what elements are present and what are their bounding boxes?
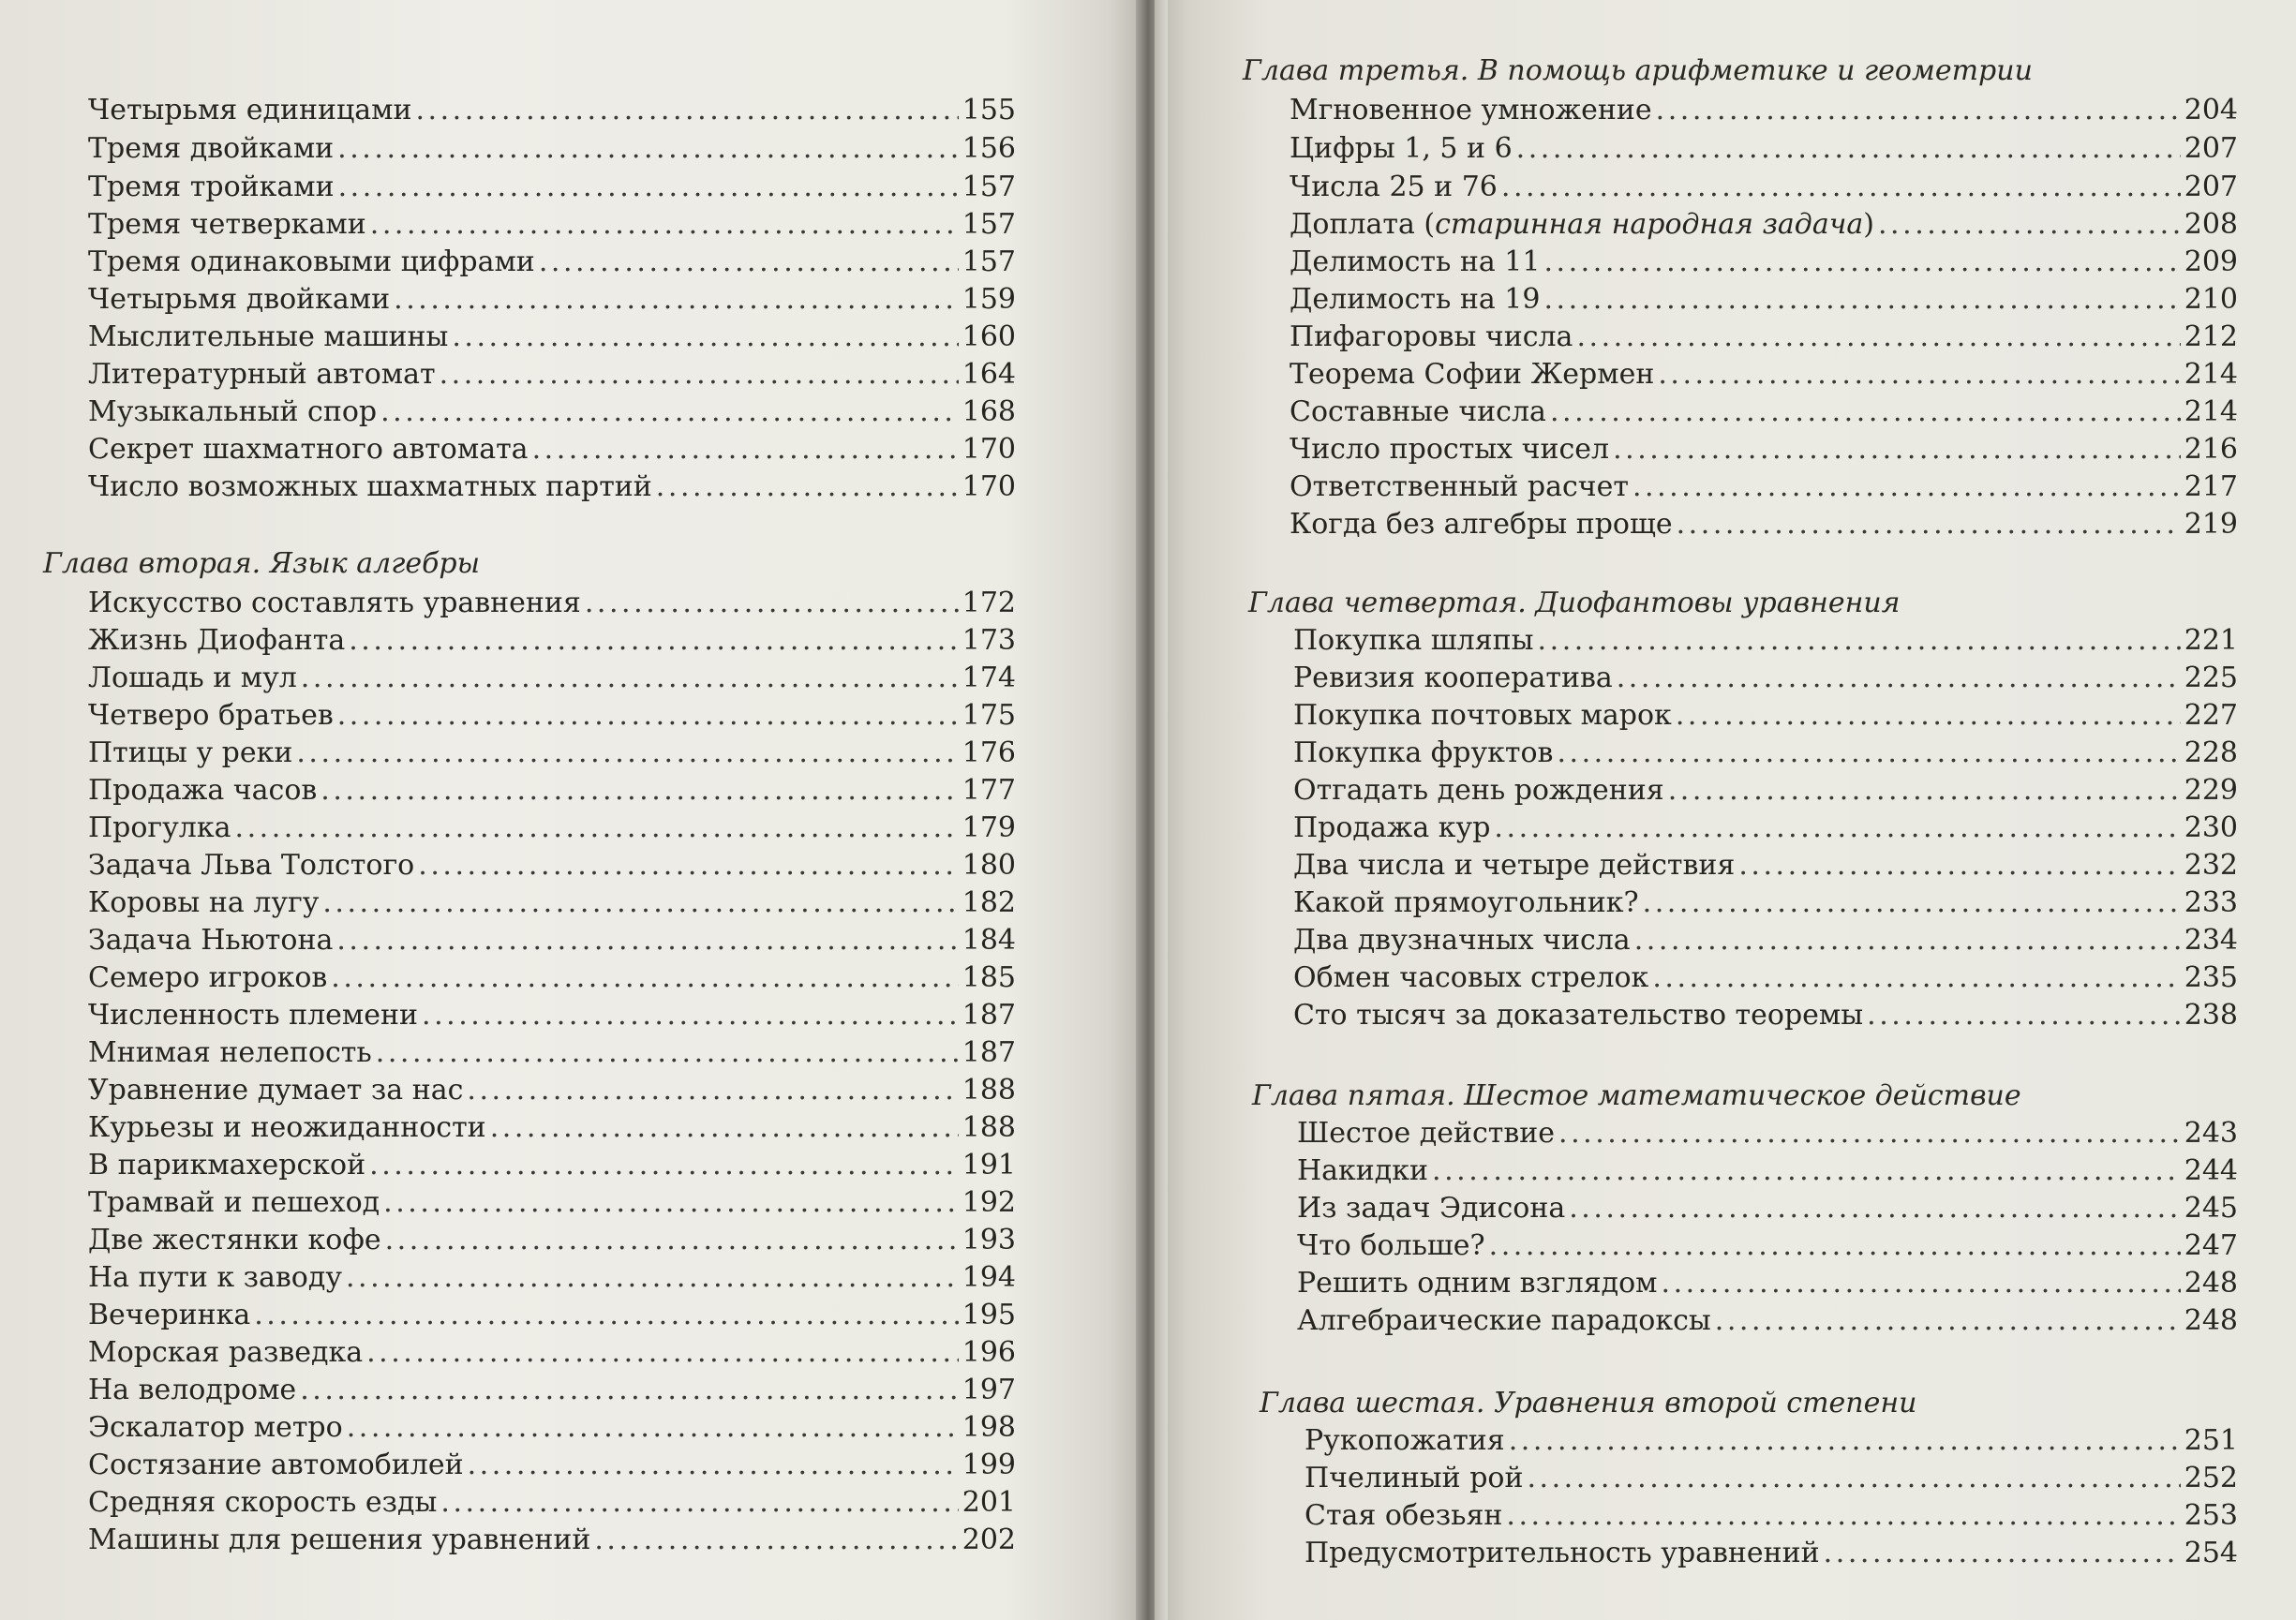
toc-entry[interactable] [1293, 849, 2238, 890]
toc-entry-page: 212 [2184, 320, 2238, 353]
leader-dots [1643, 886, 2181, 919]
leader-dots [1656, 94, 2181, 126]
toc-entry-page: 156 [962, 132, 1016, 165]
toc-entry[interactable] [1293, 774, 2238, 815]
toc-entry-page: 188 [962, 1074, 1016, 1107]
toc-entry-title: Составные числа [1290, 395, 1546, 428]
toc-entry-page: 195 [962, 1299, 1016, 1331]
toc-entry-title: Эскалатор метро [88, 1411, 343, 1444]
toc-entry-title: На велодроме [88, 1374, 297, 1406]
toc-entry-page: 155 [962, 94, 1016, 126]
leader-dots [1516, 132, 2181, 165]
leader-dots [1617, 661, 2181, 694]
toc-entry-page: 238 [2184, 999, 2238, 1032]
toc-entry-page: 172 [962, 587, 1016, 619]
toc-entry-page: 230 [2184, 811, 2238, 844]
toc-entry[interactable] [88, 1486, 1016, 1527]
toc-entry[interactable] [88, 1336, 1016, 1377]
toc-entry-page: 174 [962, 661, 1016, 694]
toc-entry-title: В парикмахерской [88, 1149, 366, 1182]
leader-dots [301, 661, 959, 694]
toc-entry-page: 232 [2184, 849, 2238, 882]
toc-entry-page: 175 [962, 699, 1016, 732]
leader-dots [385, 1224, 959, 1256]
leader-dots [1668, 774, 2181, 807]
chapter-heading: Глава пятая. Шестое математическое действие [1252, 1079, 2021, 1112]
leader-dots [1662, 1267, 2181, 1300]
toc-entry-title: Стая обезьян [1305, 1499, 1503, 1532]
toc-entry[interactable] [1293, 924, 2238, 965]
leader-dots [366, 1336, 959, 1369]
toc-entry-title: Птицы у реки [88, 736, 293, 769]
toc-entry[interactable] [88, 849, 1016, 890]
toc-entry-title: Музыкальный спор [88, 395, 378, 428]
toc-entry[interactable] [1290, 245, 2238, 287]
toc-entry-title: Литературный автомат [88, 358, 436, 391]
leader-dots [383, 1186, 959, 1219]
toc-entry-title: Число возможных шахматных партий [88, 470, 652, 503]
leader-dots [418, 849, 958, 882]
toc-entry-title: Прогулка [88, 811, 231, 844]
leader-dots [1501, 171, 2181, 203]
toc-entry-page: 251 [2184, 1424, 2238, 1457]
toc-entry-page: 217 [2184, 470, 2238, 503]
toc-entry[interactable] [88, 1149, 1016, 1190]
toc-entry-title: Трамвай и пешеход [88, 1186, 380, 1219]
toc-entry-title: Шестое действие [1297, 1117, 1555, 1150]
toc-entry-title: Средняя скорость езды [88, 1486, 438, 1519]
toc-entry-page: 198 [962, 1411, 1016, 1444]
right-page [1155, 0, 2296, 1620]
toc-entry-title: Две жестянки кофе [88, 1224, 381, 1256]
leader-dots [594, 1523, 958, 1556]
toc-entry[interactable] [1290, 171, 2238, 212]
toc-entry-page: 225 [2184, 661, 2238, 694]
leader-dots [1557, 736, 2180, 769]
toc-entry-title: Задача Льва Толстого [88, 849, 415, 882]
toc-entry-page: 214 [2184, 358, 2238, 391]
toc-entry-page: 248 [2184, 1304, 2238, 1337]
toc-entry[interactable] [88, 1374, 1016, 1415]
toc-entry[interactable] [1305, 1499, 2238, 1540]
leader-dots [254, 1299, 959, 1331]
leader-dots [490, 1111, 959, 1144]
toc-entry-page: 197 [962, 1374, 1016, 1406]
toc-entry-title: Пифагоровы числа [1290, 320, 1573, 353]
toc-entry-page: 180 [962, 849, 1016, 882]
toc-entry[interactable] [88, 320, 1016, 362]
toc-entry-page: 170 [962, 470, 1016, 503]
toc-entry-title: Теорема Софии Жермен [1290, 358, 1655, 391]
toc-entry-title: Сто тысяч за доказательство теоремы [1293, 999, 1864, 1032]
leader-dots [1550, 395, 2181, 428]
toc-entry[interactable] [88, 395, 1016, 437]
toc-entry-page: 243 [2184, 1117, 2238, 1150]
leader-dots [1494, 811, 2180, 844]
leader-dots [467, 1074, 958, 1107]
toc-entry[interactable] [88, 961, 1016, 1003]
toc-entry-page: 209 [2184, 245, 2238, 278]
toc-entry-page: 160 [962, 320, 1016, 353]
leader-dots [1432, 1154, 2181, 1187]
toc-entry[interactable] [1290, 470, 2238, 512]
toc-entry-title: Алгебраические парадоксы [1297, 1304, 1711, 1337]
toc-entry[interactable] [1290, 283, 2238, 324]
leader-dots [321, 774, 958, 807]
leader-dots [1634, 924, 2181, 957]
leader-dots [1538, 624, 2181, 657]
toc-entry-page: 234 [2184, 924, 2238, 957]
leader-dots [370, 208, 959, 241]
toc-entry-title: Рукопожатия [1305, 1424, 1505, 1457]
toc-entry[interactable] [88, 1449, 1016, 1490]
toc-entry[interactable] [88, 1261, 1016, 1302]
leader-dots [1543, 283, 2180, 316]
leader-dots [1867, 999, 2181, 1032]
toc-entry-title: Что больше? [1297, 1229, 1485, 1262]
toc-entry-title: Предусмотрительность уравнений [1305, 1537, 1820, 1569]
toc-entry[interactable] [1290, 358, 2238, 399]
toc-entry-title: Накидки [1297, 1154, 1429, 1187]
toc-entry-page: 199 [962, 1449, 1016, 1481]
leader-dots [336, 924, 958, 957]
toc-entry-page: 247 [2184, 1229, 2238, 1262]
toc-entry-page: 173 [962, 624, 1016, 657]
toc-entry-page: 196 [962, 1336, 1016, 1369]
toc-entry-page: 192 [962, 1186, 1016, 1219]
leader-dots [585, 587, 959, 619]
toc-entry-page: 227 [2184, 699, 2238, 732]
toc-entry-page: 157 [962, 171, 1016, 203]
toc-entry-title: Тремя тройками [88, 171, 335, 203]
toc-entry-title: Когда без алгебры проще [1290, 508, 1673, 541]
toc-entry-title: Продажа часов [88, 774, 318, 807]
toc-entry[interactable] [88, 886, 1016, 928]
toc-entry-title: Пчелиный рой [1305, 1462, 1524, 1494]
leader-dots [1715, 1304, 2181, 1337]
right-toc [1155, 0, 2296, 1620]
toc-entry-title: Отгадать день рождения [1293, 774, 1664, 807]
toc-entry-page: 185 [962, 961, 1016, 994]
toc-entry[interactable] [1293, 736, 2238, 778]
toc-entry-page: 221 [2184, 624, 2238, 657]
leader-dots [346, 1261, 959, 1294]
toc-entry-page: 207 [2184, 132, 2238, 165]
toc-entry-page: 184 [962, 924, 1016, 957]
leader-dots [338, 171, 959, 203]
toc-entry-title: Тремя четверками [88, 208, 366, 241]
toc-entry-page: 229 [2184, 774, 2238, 807]
toc-entry[interactable] [1305, 1424, 2238, 1465]
toc-entry-title: Цифры 1, 5 и 6 [1290, 132, 1513, 165]
toc-entry[interactable] [1297, 1229, 2238, 1271]
leader-dots [347, 1411, 959, 1444]
toc-entry-page: 176 [962, 736, 1016, 769]
toc-entry-page: 244 [2184, 1154, 2238, 1187]
toc-entry-page: 248 [2184, 1267, 2238, 1300]
toc-entry[interactable] [1297, 1154, 2238, 1196]
toc-entry-page: 233 [2184, 886, 2238, 919]
toc-entry[interactable] [88, 811, 1016, 853]
toc-entry-page: 179 [962, 811, 1016, 844]
toc-entry[interactable] [1297, 1117, 2238, 1158]
leader-dots [1658, 358, 2180, 391]
toc-entry[interactable] [88, 624, 1016, 665]
toc-entry[interactable] [88, 208, 1016, 249]
toc-entry-title: Морская разведка [88, 1336, 364, 1369]
leader-dots [532, 433, 959, 466]
toc-entry-page: 202 [962, 1523, 1016, 1556]
toc-entry-title: Курьезы и неожиданности [88, 1111, 486, 1144]
toc-entry-title: Из задач Эдисона [1297, 1192, 1566, 1225]
leader-dots [440, 358, 959, 391]
leader-dots [380, 395, 959, 428]
toc-entry[interactable] [1305, 1462, 2238, 1503]
toc-entry[interactable] [88, 470, 1016, 512]
toc-entry[interactable] [88, 736, 1016, 778]
toc-entry-title: Число простых чисел [1290, 433, 1610, 466]
toc-entry-title: Уравнение думает за нас [88, 1074, 464, 1107]
toc-entry[interactable] [1293, 661, 2238, 703]
leader-dots [440, 1486, 958, 1519]
toc-entry[interactable] [1290, 395, 2238, 437]
leader-dots [1676, 699, 2181, 732]
toc-entry[interactable] [1293, 624, 2238, 665]
leader-dots [1878, 208, 2181, 241]
toc-entry-page: 235 [2184, 961, 2238, 994]
toc-entry-page: 157 [962, 245, 1016, 278]
toc-entry-title: Вечеринка [88, 1299, 251, 1331]
toc-entry-title: Решить одним взглядом [1297, 1267, 1658, 1300]
toc-entry-page: 164 [962, 358, 1016, 391]
leader-dots [337, 699, 959, 732]
toc-entry-page: 219 [2184, 508, 2238, 541]
toc-entry[interactable] [1293, 886, 2238, 928]
toc-entry-page: 208 [2184, 208, 2238, 241]
toc-entry-page: 253 [2184, 1499, 2238, 1532]
toc-entry-title: Ответственный расчет [1290, 470, 1629, 503]
toc-entry[interactable] [88, 774, 1016, 815]
toc-entry-page: 214 [2184, 395, 2238, 428]
leader-dots [1677, 508, 2181, 541]
toc-entry-title: Коровы на лугу [88, 886, 320, 919]
toc-entry[interactable] [1290, 508, 2238, 549]
leader-dots [369, 1149, 959, 1182]
toc-entry-title: Тремя одинаковыми цифрами [88, 245, 535, 278]
toc-entry-page: 193 [962, 1224, 1016, 1256]
leader-dots [1558, 1117, 2181, 1150]
toc-entry-page: 194 [962, 1261, 1016, 1294]
leader-dots [468, 1449, 959, 1481]
toc-entry-title: Мгновенное умножение [1290, 94, 1652, 126]
toc-entry-page: 188 [962, 1111, 1016, 1144]
toc-entry-page: 252 [2184, 1462, 2238, 1494]
leader-dots [1738, 849, 2180, 882]
chapter-heading: Глава шестая. Уравнения второй степени [1260, 1387, 1917, 1419]
toc-entry-title: Тремя двойками [88, 132, 335, 165]
toc-entry-title: Четверо братьев [88, 699, 334, 732]
toc-entry[interactable] [88, 661, 1016, 703]
leader-dots [1509, 1424, 2181, 1457]
leader-dots [394, 283, 959, 316]
toc-entry[interactable] [1290, 208, 2238, 249]
leader-dots [300, 1374, 959, 1406]
toc-entry-title: Жизнь Диофанта [88, 624, 346, 657]
leader-dots [1569, 1192, 2181, 1225]
toc-entry-title: Мыслительные машины [88, 320, 449, 353]
toc-entry-title: Покупка почтовых марок [1293, 699, 1672, 732]
toc-entry[interactable] [88, 699, 1016, 740]
toc-entry[interactable] [88, 587, 1016, 628]
toc-entry-page: 245 [2184, 1192, 2238, 1225]
toc-entry-page: 207 [2184, 171, 2238, 203]
toc-entry[interactable] [88, 358, 1016, 399]
toc-entry-title: Доплата (старинная народная задача) [1290, 208, 1874, 241]
toc-entry-page: 191 [962, 1149, 1016, 1182]
toc-entry-title: Два двузначных числа [1293, 924, 1631, 957]
toc-entry-title: Обмен часовых стрелок [1293, 961, 1649, 994]
leader-dots [1489, 1229, 2181, 1262]
toc-entry-page: 182 [962, 886, 1016, 919]
toc-entry[interactable] [88, 1074, 1016, 1115]
leader-dots [1576, 320, 2180, 353]
toc-entry[interactable] [88, 1224, 1016, 1265]
leader-dots [452, 320, 958, 353]
toc-entry-title: Покупка фруктов [1293, 736, 1554, 769]
toc-entry[interactable] [1305, 1537, 2238, 1578]
toc-entry-page: 228 [2184, 736, 2238, 769]
leader-dots [376, 1036, 959, 1069]
toc-entry-title: Искусство составлять уравнения [88, 587, 581, 619]
toc-entry[interactable] [88, 1523, 1016, 1565]
toc-entry-title: Числа 25 и 76 [1290, 171, 1498, 203]
toc-entry-title: Четырьмя двойками [88, 283, 391, 316]
toc-entry-title: Численность племени [88, 999, 419, 1032]
toc-entry-page: 210 [2184, 283, 2238, 316]
toc-entry[interactable] [1293, 699, 2238, 740]
toc-entry[interactable] [88, 1186, 1016, 1227]
left-toc [0, 0, 1141, 1620]
leader-dots [1543, 245, 2180, 278]
toc-entry-page: 170 [962, 433, 1016, 466]
leader-dots [235, 811, 959, 844]
toc-entry[interactable] [88, 1111, 1016, 1152]
toc-entry-title: Состязание автомобилей [88, 1449, 464, 1481]
toc-entry[interactable] [1293, 961, 2238, 1003]
leader-dots [1652, 961, 2180, 994]
toc-entry[interactable] [88, 1036, 1016, 1078]
toc-entry-page: 187 [962, 1036, 1016, 1069]
chapter-heading: Глава четвертая. Диофантовы уравнения [1248, 587, 1901, 619]
toc-entry[interactable] [88, 1411, 1016, 1452]
toc-entry-title: Задача Ньютона [88, 924, 334, 957]
leader-dots [1506, 1499, 2180, 1532]
toc-entry-title: Делимость на 11 [1290, 245, 1541, 278]
toc-entry[interactable] [88, 999, 1016, 1040]
toc-entry-title: Какой прямоугольник? [1293, 886, 1639, 919]
leader-dots [656, 470, 959, 503]
leader-dots [422, 999, 959, 1032]
leader-dots [1527, 1462, 2180, 1494]
toc-entry[interactable] [88, 245, 1016, 287]
toc-entry[interactable] [88, 433, 1016, 474]
toc-entry-page: 204 [2184, 94, 2238, 126]
leader-dots [539, 245, 959, 278]
toc-entry-title: Секрет шахматного автомата [88, 433, 529, 466]
leader-dots [1633, 470, 2181, 503]
toc-entry-page: 216 [2184, 433, 2238, 466]
toc-entry[interactable] [88, 283, 1016, 324]
leader-dots [337, 132, 959, 165]
toc-entry[interactable] [1290, 132, 2238, 173]
toc-entry[interactable] [1290, 320, 2238, 362]
toc-entry-title: Два числа и четыре действия [1293, 849, 1736, 882]
leader-dots [1824, 1537, 2181, 1569]
toc-entry-title: На пути к заводу [88, 1261, 342, 1294]
toc-entry-page: 157 [962, 208, 1016, 241]
toc-entry[interactable] [1297, 1267, 2238, 1308]
leader-dots [296, 736, 958, 769]
toc-entry-title: Делимость на 19 [1290, 283, 1541, 316]
toc-entry[interactable] [88, 94, 1016, 135]
leader-dots [322, 886, 958, 919]
toc-entry-page: 254 [2184, 1537, 2238, 1569]
toc-entry-page: 187 [962, 999, 1016, 1032]
toc-entry[interactable] [1290, 94, 2238, 135]
toc-entry-title: Ревизия кооператива [1293, 661, 1613, 694]
toc-entry-title: Покупка шляпы [1293, 624, 1534, 657]
leader-dots [349, 624, 959, 657]
leader-dots [1613, 433, 2181, 466]
toc-entry-title: Четырьмя единицами [88, 94, 412, 126]
toc-entry-title: Продажа кур [1293, 811, 1491, 844]
leader-dots [415, 94, 958, 126]
left-page [0, 0, 1141, 1620]
toc-entry[interactable] [1297, 1192, 2238, 1233]
toc-entry[interactable] [1293, 811, 2238, 853]
toc-entry[interactable] [1290, 433, 2238, 474]
toc-entry-page: 159 [962, 283, 1016, 316]
toc-entry-title: Мнимая нелепость [88, 1036, 372, 1069]
toc-entry-page: 201 [962, 1486, 1016, 1519]
toc-entry[interactable] [88, 171, 1016, 212]
toc-entry[interactable] [1297, 1304, 2238, 1345]
toc-entry-page: 168 [962, 395, 1016, 428]
toc-entry-title: Семеро игроков [88, 961, 328, 994]
toc-entry-title: Машины для решения уравнений [88, 1523, 591, 1556]
toc-entry-title: Лошадь и мул [88, 661, 297, 694]
leader-dots [331, 961, 958, 994]
toc-entry[interactable] [88, 924, 1016, 965]
toc-entry[interactable] [1293, 999, 2238, 1040]
toc-entry-page: 177 [962, 774, 1016, 807]
toc-entry[interactable] [88, 132, 1016, 173]
chapter-heading: Глава вторая. Язык алгебры [43, 547, 481, 580]
chapter-heading: Глава третья. В помощь арифметике и геометрии [1243, 54, 2033, 87]
toc-entry[interactable] [88, 1299, 1016, 1340]
